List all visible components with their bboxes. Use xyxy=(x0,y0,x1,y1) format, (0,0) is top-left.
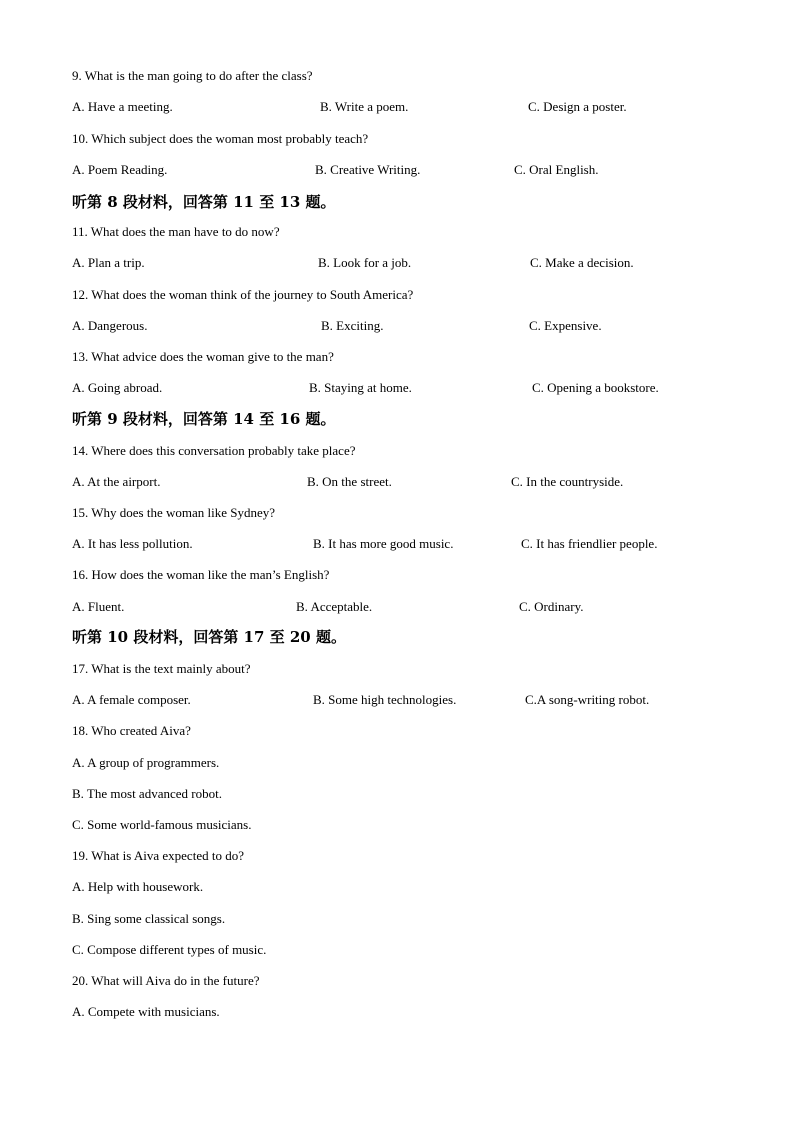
question-text: A. Compete with musicians. xyxy=(72,1004,220,1019)
option-b: B. On the street. xyxy=(307,474,392,489)
option-a: A. Dangerous. xyxy=(72,318,148,333)
options-row xyxy=(0,253,794,273)
question-line xyxy=(0,753,794,773)
option-c: C. Make a decision. xyxy=(530,255,634,270)
question-line xyxy=(0,971,794,991)
question-line xyxy=(0,784,794,804)
option-c: C. Oral English. xyxy=(514,162,599,177)
question-text: 10. Which subject does the woman most probably teach? xyxy=(72,131,369,146)
question-line xyxy=(0,877,794,897)
question-text: 12. What does the woman think of the journey to South America? xyxy=(72,287,414,302)
options-row xyxy=(0,534,794,554)
question-text: 13. What advice does the woman give to the man? xyxy=(72,349,334,364)
question-line xyxy=(0,940,794,960)
option-c: C. It has friendlier people. xyxy=(521,536,658,551)
options-row xyxy=(0,97,794,117)
question-line xyxy=(0,347,794,367)
option-c: C. Expensive. xyxy=(529,318,602,333)
option-b: B. Staying at home. xyxy=(309,380,412,395)
option-c: C. Opening a bookstore. xyxy=(532,380,659,395)
option-a: A. Poem Reading. xyxy=(72,162,168,177)
option-a: A. A female composer. xyxy=(72,692,191,707)
question-text: 20. What will Aiva do in the future? xyxy=(72,973,260,988)
option-c: C. Ordinary. xyxy=(519,599,584,614)
question-line xyxy=(0,721,794,741)
question-line xyxy=(0,846,794,866)
question-line xyxy=(0,909,794,929)
section-heading: 听第 8 段材料，回答第 11 至 13 题。 xyxy=(72,193,336,211)
question-line xyxy=(0,222,794,242)
option-b: B. It has more good music. xyxy=(313,536,454,551)
question-line xyxy=(0,815,794,835)
options-row xyxy=(0,597,794,617)
option-b: B. Write a poem. xyxy=(320,99,409,114)
question-line xyxy=(0,503,794,523)
question-line xyxy=(0,659,794,679)
section-heading: 听第 10 段材料，回答第 17 至 20 题。 xyxy=(72,628,346,646)
question-line xyxy=(0,441,794,461)
question-line xyxy=(0,129,794,149)
section-heading: 听第 9 段材料，回答第 14 至 16 题。 xyxy=(72,410,336,428)
option-b: B. Look for a job. xyxy=(318,255,412,270)
option-b: B. Exciting. xyxy=(321,318,384,333)
question-text: A. Help with housework. xyxy=(72,879,204,894)
options-row xyxy=(0,378,794,398)
question-text: 14. Where does this conversation probably take place? xyxy=(72,443,356,458)
options-row xyxy=(0,690,794,710)
question-text: 16. How does the woman like the man’s English? xyxy=(72,567,330,582)
options-row xyxy=(0,316,794,336)
question-text: C. Compose different types of music. xyxy=(72,942,267,957)
question-text: 11. What does the man have to do now? xyxy=(72,224,280,239)
option-c: C. In the countryside. xyxy=(511,474,624,489)
question-line xyxy=(0,285,794,305)
option-a: A. It has less pollution. xyxy=(72,536,193,551)
option-c: C.A song-writing robot. xyxy=(525,692,650,707)
question-text: 17. What is the text mainly about? xyxy=(72,661,251,676)
option-b: B. Acceptable. xyxy=(296,599,373,614)
question-text: 18. Who created Aiva? xyxy=(72,723,191,738)
options-row xyxy=(0,160,794,180)
question-text: 19. What is Aiva expected to do? xyxy=(72,848,244,863)
options-row xyxy=(0,472,794,492)
option-a: A. Fluent. xyxy=(72,599,125,614)
option-a: A. Have a meeting. xyxy=(72,99,173,114)
question-line xyxy=(0,565,794,585)
option-b: B. Some high technologies. xyxy=(313,692,457,707)
option-a: A. Plan a trip. xyxy=(72,255,145,270)
question-line xyxy=(0,1002,794,1022)
option-c: C. Design a poster. xyxy=(528,99,627,114)
question-text: C. Some world-famous musicians. xyxy=(72,817,252,832)
question-text: B. The most advanced robot. xyxy=(72,786,222,801)
question-line xyxy=(0,66,794,86)
option-b: B. Creative Writing. xyxy=(315,162,421,177)
option-a: A. At the airport. xyxy=(72,474,161,489)
question-text: 15. Why does the woman like Sydney? xyxy=(72,505,276,520)
option-a: A. Going abroad. xyxy=(72,380,163,395)
question-text: 9. What is the man going to do after the class? xyxy=(72,68,313,83)
question-text: A. A group of programmers. xyxy=(72,755,220,770)
question-text: B. Sing some classical songs. xyxy=(72,911,226,926)
